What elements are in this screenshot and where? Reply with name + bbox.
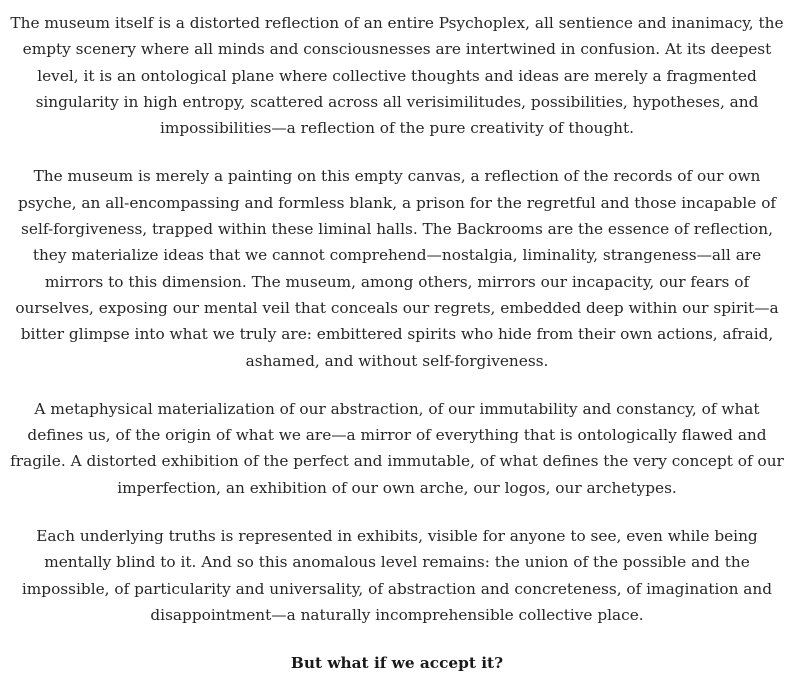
paragraph-psychoplex: The museum itself is a distorted reflection of an entire Psychoplex, all sentience and inanimacy, the empty scenery where all minds and consciousnesses are intertwined in confusion. At its deepest level, it is an ontological plane where collective thoughts and ideas are merely a fragmented singularity in high entropy, scattered across all verisimilitudes, possibilities, hypotheses, and impossibilities—a reflection of the pure creativity of thought. [10, 14, 784, 138]
paragraph-underlying-truths: Each underlying truths is represented in exhibits, visible for anyone to see, even while being mentally blind to it. And so this anomalous level remains: the union of the possible and the impossible, of particularity and universality, of abstraction and concreteness, of imagination and disappointment—a naturally incomprehensible collective place. [21, 527, 773, 624]
paragraph-empty-canvas: The museum is merely a painting on this empty canvas, a reflection of the records of our own psyche, an all-encompassing and formless blank, a prison for the regretful and those incapable of self-forgiveness, trapped within these liminal halls. The Backrooms are the essence of reflection, they materialize ideas that we cannot comprehend—nostalgia, liminality, strangeness—all are mirrors to this dimension. The museum, among others, mirrors our incapacity, our fears of ourselves, exposing our mental veil that conceals our regrets, embedded deep within our spirit—a bitter glimpse into what we truly are: embittered spirits who hide from their own actions, afraid, ashamed, and without self-forgiveness. [15, 167, 779, 370]
article-body [7, 0, 787, 677]
closing-question: But what if we accept it? [290, 654, 504, 673]
paragraph-metaphysical-materialization: A metaphysical materialization of our abstraction, of our immutability and constancy, of what defines us, of the origin of what we are—a mirror of everything that is ontologically flawed and fragile. A distorted exhibition of the perfect and immutable, of what defines the very concept of our imperfection, an exhibition of our own arche, our logos, our archetypes. [10, 399, 784, 497]
